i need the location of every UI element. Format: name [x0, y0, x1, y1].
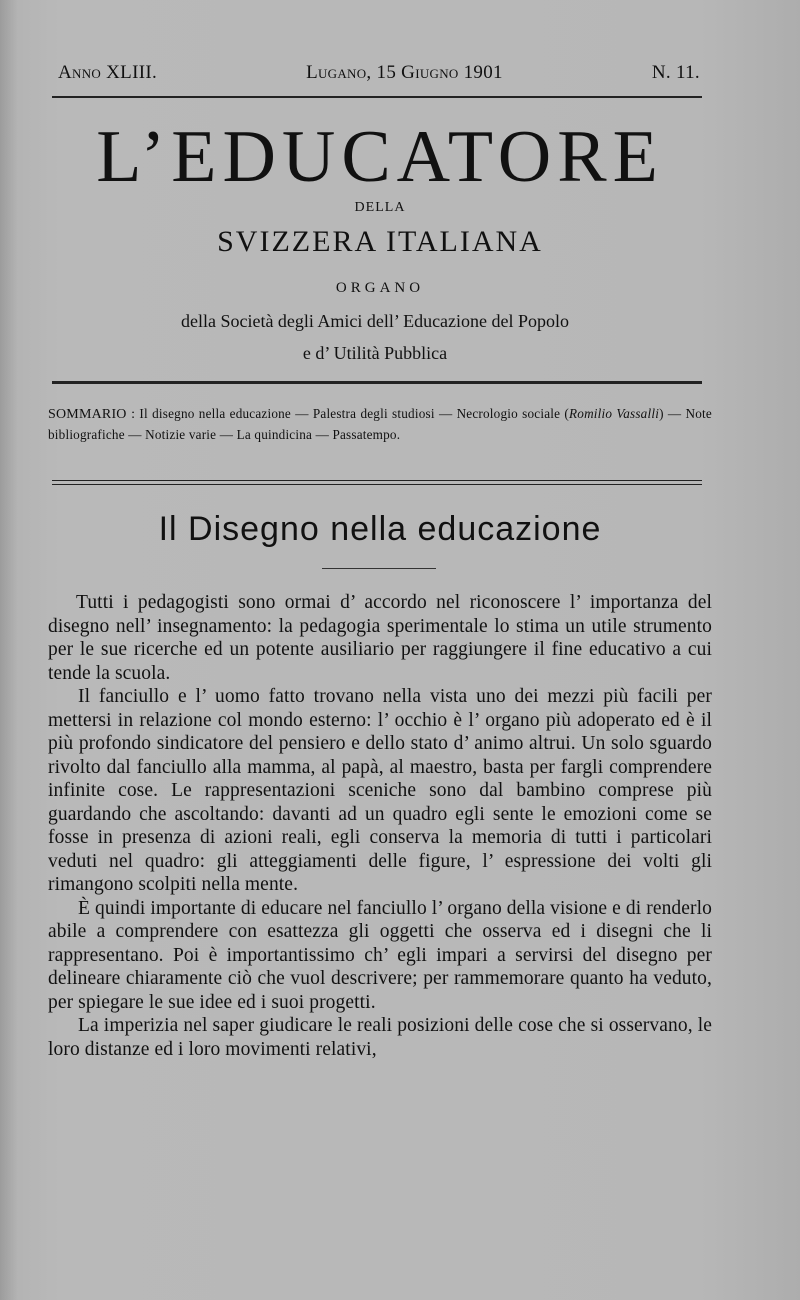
- title-divider: [322, 568, 436, 569]
- header-rule: [52, 96, 702, 98]
- summary-text-1: Il disegno nella educazione — Palestra degli studiosi — Necrologio sociale (: [139, 406, 570, 421]
- summary-text-2: ) — Note bibliografiche — Notizie varie — La quindicina — Passatempo.: [48, 406, 712, 442]
- summary-block: [48, 404, 712, 445]
- masthead-della: DELLA: [354, 200, 406, 215]
- article-title: Il Disegno nella educazione: [158, 510, 602, 548]
- issue-number: N. 11.: [651, 62, 700, 83]
- masthead-organo: ORGANO: [335, 280, 425, 296]
- paragraph-3: È quindi importante di educare nel fanciullo l’ organo della visione e di renderlo abile a comprendere con esattezza gli oggetti che osserva ed i disegni che li rappresentano. Poi è importantissimo ch’ egli impari a servirsi del disegno per delineare chiaramente ciò che vuol descrivere; per rammemorare quanto ha veduto, per spiegare le sue idee ed i suoi progetti.: [48, 897, 712, 1013]
- paragraph-2: Il fanciullo e l’ uomo fatto trovano nella vista uno dei mezzi più facili per mettersi in relazione col mondo esterno: l’ occhio è l’ organo più adoperato ed è il più profondo sindicatore del pensiero e dello stato d’ animo altrui. Un solo sguardo rivolto dal fanciullo alla mamma, al papà, al maestro, basta per fargli comprendere infinite cose. Le rappresentazioni sceniche sono dal bambino comprese più guardando che ascoltando: davanti ad un quadro egli sente le emozioni come se fosse in presenza di azioni reali, egli conserva la memoria di tutti i particolari veduti nel quadro: gli atteggiamenti delle figure, l’ espressione dei volti gli rimangono scolpiti nella mente.: [48, 686, 712, 895]
- masthead-subtitle: SVIZZERA ITALIANA: [217, 225, 543, 258]
- society-line-2: e d’ Utilità Pubblica: [302, 343, 448, 363]
- masthead-rule: [52, 381, 702, 384]
- place-date: Lugano, 15 Giugno 1901: [306, 62, 503, 83]
- paragraph-1: Tutti i pedagogisti sono ormai d’ accordo nel riconoscere l’ importanza del disegno nell’ insegnamento: la pedagogia sperimentale lo stima un utile strumento per le sue ricerche ed un potente ausiliario per raggiungere il fine educativo a cui tende la scuola.: [48, 592, 712, 684]
- masthead-title: L’EDUCATORE: [96, 116, 664, 198]
- volume-number: Anno XLIII.: [58, 62, 157, 83]
- summary-label: SOMMARIO :: [48, 407, 136, 422]
- society-line-1: della Società degli Amici dell’ Educazione del Popolo: [180, 311, 570, 331]
- paragraph-4: La imperizia nel saper giudicare le reali posizioni delle cose che si osservano, le loro distanze ed i loro movimenti relativi,: [48, 1015, 712, 1060]
- summary-rule-bottom: [52, 484, 702, 485]
- summary-rule-top: [52, 480, 702, 481]
- article-body: [48, 591, 712, 1061]
- summary-italic-name: Romilio Vassalli: [569, 406, 660, 421]
- issue-header: [58, 62, 700, 84]
